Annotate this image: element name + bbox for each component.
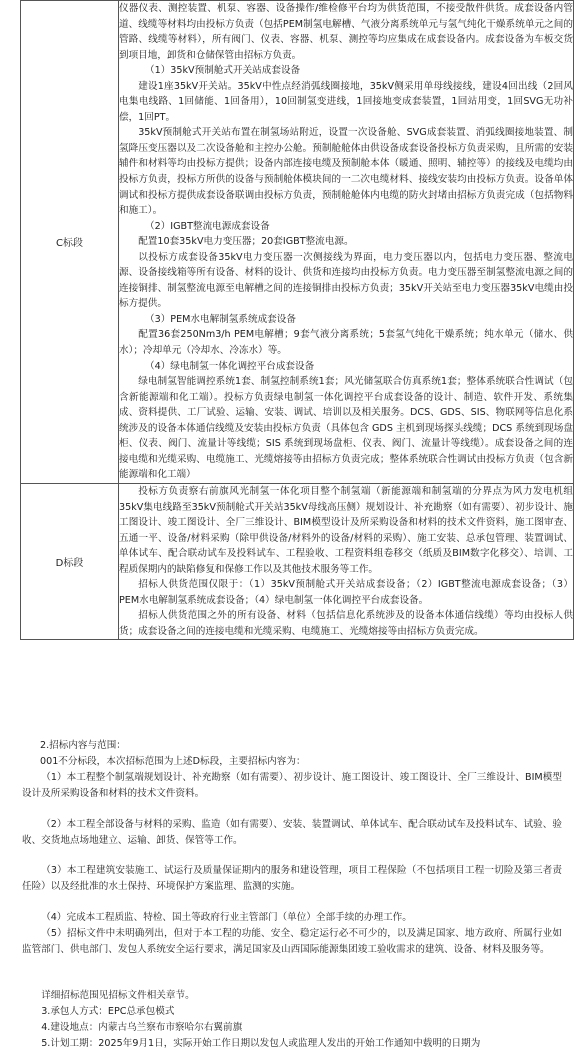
paragraph: 配置36套250Nm3/h PEM电解槽；9套气液分离系统；5套氢气纯化干燥系统；纯水单元（储水、供水）；冷却单元（冷却水、冷冻水）等。 bbox=[119, 329, 573, 357]
bid-section-table bbox=[20, 0, 574, 640]
table-row bbox=[21, 1, 574, 484]
paragraph: 详细招标范围见招标文件相关章节。 bbox=[41, 990, 195, 1001]
paragraph: 建设1座35kV开关站。35kV中性点经消弧线圈接地，35kV侧采用单母线接线，建设4回出线（2回风电集电线路、1回储能、1回备用），10回制氢变进线，1回接地变成套装置，1回站用变，1回SVG无功补偿，1回PT。 bbox=[119, 80, 573, 123]
paragraph: 仪器仪表、测控装置、机泵、容器、设备操作/维检修平台均为供货范围，不接受散件供货。成套设备内管道、线缆等材料均由投标方负责（包括PEM制氢电解槽、气液分离系统单元与氢气纯化干燥系统单元之间的管路、线缆等材料），所有阀门、仪表、容器、机泵、测控等均应集成在成套设备内。成套设备为车板交货到项目地，卸货和仓储保管由招标方负责。 bbox=[119, 3, 573, 61]
list-item: （2）IGBT整流电源成套设备 bbox=[145, 220, 270, 232]
section-content-c bbox=[119, 1, 574, 484]
section-label-c: C标段 bbox=[21, 1, 119, 484]
table-row bbox=[21, 483, 574, 639]
paragraph: 以投标方成套设备35kV电力变压器一次侧接线为界面，电力变压器以内，包括电力变压器、整流电源、设备接线箱等所有设备、材料的设计、供货和连接均由投标方负责。电力变压器至制氢整流电源之间的连接铜排、制氢整流电源至电解槽之间的连接铜排由投标方负责；35kV开关站至电力变压器35kV电缆由投标方提供。 bbox=[119, 251, 573, 310]
section-heading: 2.招标内容与范围： bbox=[40, 740, 126, 751]
paragraph: （4）完成本工程质监、特检、国土等政府行业主管部门（单位）全部手续的办理工作。 bbox=[41, 912, 412, 923]
paragraph: （2）本工程全部设备与材料的采购、监造（如有需要）、安装、装置调试、单体试车、配合联动试车及投料试车、试验、验收、交货地点场地建立、运输、卸货、保管等工作。 bbox=[22, 819, 562, 846]
paragraph: 4.建设地点：内蒙古乌兰察布市察哈尔右翼前旗 bbox=[41, 1022, 243, 1033]
list-item: （4）绿电制氢一体化调控平台成套设备 bbox=[145, 360, 315, 372]
section-content-d bbox=[119, 483, 574, 639]
paragraph: 招标人供货范围仅限于：（1）35kV预制舱式开关站成套设备；（2）IGBT整流电源成套设备；（3）PEM水电解制氢系统成套设备；（4）绿电制氢一体化调控平台成套设备。 bbox=[119, 579, 573, 606]
paragraph: 配置10套35kV电力变压器；20套IGBT整流电源。 bbox=[138, 236, 354, 248]
paragraph: 投标方负责察右前旗风光制氢一体化项目整个制氢端（新能源端和制氢端的分界点为风力发电机组35kV集电线路至35kV预制舱式开关站35kV母线高压侧）规划设计、补充勘察（如有需要）、初步设计、施工图设计、竣工图设计、全厂三维设计、BIM模型设计及所采购设备和材料的技术文件资料，施工图审查、五通一平、设备/材料采购（除甲供设备/材料外的设备/材料的采购）、施工安装、总承包管理、装置调试、单体试车、配合联动试车及投料试车、工程验收、工程资料组卷移交（纸质及BIM数字化移交）、培训、工程质保期内的缺陷修复和保修工作以及其他技术服务等工作。 bbox=[119, 485, 573, 575]
paragraph: 绿电制氢智能调控系统1套、制氢控制系统1套；风光储氢联合仿真系统1套；整体系统联合性调试（包含新能源端和化工端）。投标方负责绿电制氢一体化调控平台成套设备的设计、制造、软件开发、系统集成、资料提供、工厂试验、运输、安装、调试、培训以及相关服务。DCS、GDS、SIS、物联网等信息化系统涉及的设备本体通信线缆及安装由投标方负责（具体包含 GDS 主机到现场探头线缆；DCS 系统到现场盘柜、仪表、阀门、流量计等线缆；SIS 系统到现场盘柜、仪表、阀门、流量计等线缆）。成套设备之间的连接电缆和光缆采购、电缆施工、光缆熔接等由招标方负责完成；整体系统联合性调试由投标方负责（包含新能源端和化工端） bbox=[119, 376, 573, 481]
list-item: （1）35kV预制舱式开关站成套设备 bbox=[145, 65, 301, 77]
paragraph: （1）本工程整个制氢端规划设计、补充勘察（如有需要）、初步设计、施工图设计、竣工图设计、全厂三维设计、BIM模型设计及所采购设备和材料的技术文件资料。 bbox=[22, 772, 562, 799]
paragraph: （5）招标文件中未明确列出，但对于本工程的功能、安全、稳定运行必不可少的，以及满足国家、地方政府、所属行业如监管部门、供电部门、发包人系统安全运行要求，满足国家及山西国际能源集团竣工验收需求的建筑、设备、材料及服务等。 bbox=[22, 928, 562, 955]
section-label-d: D标段 bbox=[21, 483, 119, 639]
paragraph: 35kV预制舱式开关站布置在制氢场站附近，设置一次设备舱、SVG成套装置、消弧线圈接地装置、制氢降压变压器以及二次设备舱和主控办公舱。预制舱舱体由供设备成套设备投标方负责采购，且所需的安装辅件和材料等均由投标方提供；设备内部连接电缆及预制舱本体（暖通、照明、辅控等）的接线及电缆均由投标方负责，投标方所供的设备与预制舱体模块间的一二次电缆材料、接线安装均由投标方负责。设备单体调试和投标方提供成套设备联调由投标方负责，预制舱舱体内电缆的防火封堵由招标方负责完成（包括物料和施工）。 bbox=[119, 127, 573, 217]
paragraph: （3）本工程建筑安装施工、试运行及质量保证期内的服务和建设管理，项目工程保险（不包括项目工程一切险及第三者责任险）以及经批准的水土保持、环境保护方案监理、监测的实施。 bbox=[22, 865, 562, 892]
paragraph: 3.承包人方式：EPC总承包模式 bbox=[41, 1006, 175, 1017]
paragraph: 001不分标段，本次招标范围为上述D标段，主要招标内容为： bbox=[40, 756, 306, 767]
list-item: （3）PEM水电解制氢系统成套设备 bbox=[145, 313, 296, 325]
paragraph: 5.计划工期：2025年9月1日，实际开始工作日期以发包人或监理人发出的开始工作通知中载明的日期为 bbox=[41, 1038, 481, 1049]
paragraph: 招标人供货范围之外的所有设备、材料（包括信息化系统涉及的设备本体通信线缆）等均由投标人供货；成套设备之间的连接电缆和光缆采购、电缆施工、光缆熔接等由招标方负责完成。 bbox=[119, 610, 573, 637]
